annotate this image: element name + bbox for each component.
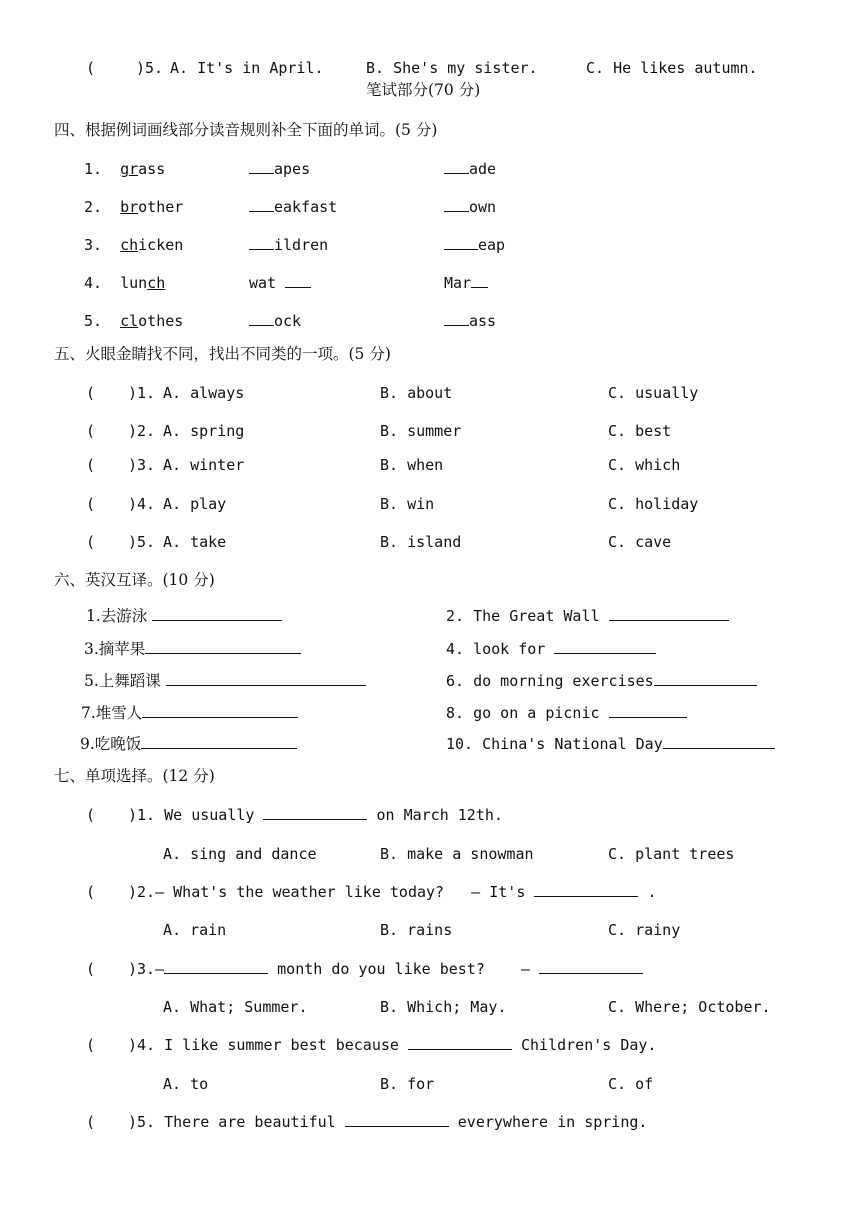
translate-item-3[interactable]	[84, 639, 301, 659]
option-c: C. rainy	[608, 921, 681, 939]
item-text: 1.去游泳	[86, 607, 148, 625]
answer-paren[interactable]: (	[86, 495, 96, 513]
answer-blank[interactable]	[345, 1112, 449, 1127]
suffix: eap	[478, 236, 506, 254]
question-number: )5.	[128, 1113, 156, 1131]
suffix: own	[469, 198, 497, 216]
option-a: A. rain	[163, 921, 227, 939]
item-text: 2. The Great Wall	[446, 607, 600, 625]
underlined-part: gr	[120, 160, 139, 178]
translate-item-10[interactable]	[446, 734, 775, 754]
word-rest: othes	[138, 312, 184, 330]
suffix: ock	[274, 312, 302, 330]
question-text: —	[521, 960, 531, 978]
question-text: — What's the weather like today?	[155, 883, 445, 901]
question-number: )2.	[128, 883, 156, 901]
question-number: )3.	[128, 960, 156, 978]
option-c: C. He likes autumn.	[586, 59, 758, 77]
word-rest: icken	[138, 236, 184, 254]
suffix: ildren	[274, 236, 329, 254]
answer-paren[interactable]: (	[86, 384, 96, 402]
underlined-part: ch	[120, 236, 139, 254]
sec4-blank-c-1[interactable]	[444, 159, 496, 179]
row-number: 5.	[84, 312, 103, 330]
translate-item-9[interactable]	[80, 734, 297, 754]
suffix: eakfast	[274, 198, 338, 216]
underlined-part: ch	[147, 274, 166, 292]
option-b: B. win	[380, 495, 435, 513]
answer-paren[interactable]: (	[86, 806, 96, 824]
translate-item-1[interactable]	[86, 606, 282, 626]
option-b: B. Which; May.	[380, 998, 507, 1016]
question-paren[interactable]: (	[86, 59, 96, 77]
sec4-blank-b-1[interactable]	[249, 159, 310, 179]
option-c: C. Where; October.	[608, 998, 771, 1016]
option-a: A. take	[163, 533, 227, 551]
question-3	[128, 959, 643, 979]
option-c: C. best	[608, 422, 672, 440]
sec4-row-2	[84, 197, 183, 217]
answer-paren[interactable]: (	[86, 1113, 96, 1131]
translate-item-6[interactable]	[446, 671, 757, 691]
word-rest: other	[138, 198, 184, 216]
sec4-blank-b-5[interactable]	[249, 311, 301, 331]
word-prefix: lun	[120, 274, 148, 292]
option-a: A. always	[163, 384, 245, 402]
question-text: .	[647, 883, 657, 901]
answer-blank[interactable]	[263, 805, 367, 820]
sec4-blank-b-4[interactable]	[249, 273, 311, 293]
question-4	[128, 1035, 656, 1055]
option-c: C. plant trees	[608, 845, 735, 863]
option-a: A. It's in April.	[170, 59, 324, 77]
underlined-part: cl	[120, 312, 139, 330]
item-text: 10. China's National Day	[446, 735, 663, 753]
option-b: B. when	[380, 456, 444, 474]
suffix: apes	[274, 160, 311, 178]
sec4-blank-c-4[interactable]	[444, 273, 488, 293]
item-text: 8. go on a picnic	[446, 704, 600, 722]
option-c: C. holiday	[608, 495, 699, 513]
option-a: A. winter	[163, 456, 245, 474]
question-text: everywhere in spring.	[457, 1113, 648, 1131]
question-number: )5.	[136, 59, 164, 77]
option-a: A. spring	[163, 422, 245, 440]
translate-item-2[interactable]	[446, 606, 729, 626]
option-b: B. She's my sister.	[366, 59, 538, 77]
word-rest: ass	[138, 160, 166, 178]
answer-paren[interactable]: (	[86, 1036, 96, 1054]
sec4-blank-c-5[interactable]	[444, 311, 496, 331]
sec4-row-4	[84, 273, 165, 293]
question-1	[128, 805, 503, 825]
translate-item-5[interactable]	[84, 671, 366, 691]
answer-paren[interactable]: (	[86, 456, 96, 474]
row-number: 4.	[84, 274, 103, 292]
question-5	[128, 1112, 647, 1132]
translate-item-7[interactable]	[81, 703, 298, 723]
section-6-title: 六、英汉互译。(10 分)	[54, 571, 215, 589]
question-text: Children's Day.	[521, 1036, 657, 1054]
option-b: B. make a snowman	[380, 845, 534, 863]
question-text: I like summer best because	[164, 1036, 399, 1054]
question-number: )4.	[128, 495, 156, 513]
option-b: B. about	[380, 384, 453, 402]
answer-blank[interactable]	[534, 882, 638, 897]
item-text: 5.上舞蹈课	[84, 672, 161, 690]
section-4-title: 四、根据例词画线部分读音规则补全下面的单词。(5 分)	[54, 121, 438, 139]
sec4-row-5	[84, 311, 183, 331]
option-b: B. rains	[380, 921, 453, 939]
option-a: A. play	[163, 495, 227, 513]
sec4-blank-b-3[interactable]	[249, 235, 328, 255]
written-part-heading: 笔试部分(70 分)	[366, 81, 481, 99]
translate-item-4[interactable]	[446, 639, 656, 659]
question-2	[128, 882, 656, 902]
suffix: ass	[469, 312, 497, 330]
sec4-blank-c-3[interactable]	[444, 235, 505, 255]
question-number: )3.	[128, 456, 156, 474]
option-c: C. of	[608, 1075, 654, 1093]
question-number: )4.	[128, 1036, 156, 1054]
option-c: C. usually	[608, 384, 699, 402]
item-text: 9.吃晚饭	[80, 735, 142, 753]
section-7-title: 七、单项选择。(12 分)	[54, 767, 215, 785]
question-number: )2.	[128, 422, 156, 440]
section-5-title: 五、火眼金睛找不同，找出不同类的一项。(5 分)	[54, 345, 391, 363]
option-b: B. summer	[380, 422, 462, 440]
question-number: )5.	[128, 533, 156, 551]
option-b: B. island	[380, 533, 462, 551]
answer-blank[interactable]	[408, 1035, 512, 1050]
row-number: 2.	[84, 198, 103, 216]
sec4-blank-c-2[interactable]	[444, 197, 496, 217]
suffix: ade	[469, 160, 497, 178]
answer-paren[interactable]: (	[86, 960, 96, 978]
option-c: C. cave	[608, 533, 672, 551]
option-a: A. sing and dance	[163, 845, 317, 863]
prefix: Mar	[444, 274, 472, 292]
item-text: 3.摘苹果	[84, 640, 146, 658]
question-text: —	[155, 960, 165, 978]
item-text: 6. do morning exercises	[446, 672, 654, 690]
answer-paren[interactable]: (	[86, 533, 96, 551]
underlined-part: br	[120, 198, 139, 216]
row-number: 1.	[84, 160, 103, 178]
option-c: C. which	[608, 456, 681, 474]
question-text: on March 12th.	[376, 806, 503, 824]
answer-blank[interactable]	[164, 959, 268, 974]
item-text: 4. look for	[446, 640, 546, 658]
option-a: A. to	[163, 1075, 209, 1093]
option-b: B. for	[380, 1075, 435, 1093]
sec4-row-1	[84, 159, 165, 179]
answer-paren[interactable]: (	[86, 422, 96, 440]
question-number: )1.	[128, 384, 156, 402]
sec4-row-3	[84, 235, 183, 255]
translate-item-8[interactable]	[446, 703, 687, 723]
sec4-blank-b-2[interactable]	[249, 197, 337, 217]
item-text: 7.堆雪人	[81, 704, 143, 722]
question-text: — It's	[471, 883, 526, 901]
prefix: wat	[249, 274, 286, 292]
row-number: 3.	[84, 236, 103, 254]
option-a: A. What; Summer.	[163, 998, 308, 1016]
question-number: )1.	[128, 806, 156, 824]
answer-paren[interactable]: (	[86, 883, 96, 901]
question-text: There are beautiful	[164, 1113, 336, 1131]
question-text: month do you like best?	[277, 960, 485, 978]
question-text: We usually	[164, 806, 255, 824]
answer-blank[interactable]	[539, 959, 643, 974]
